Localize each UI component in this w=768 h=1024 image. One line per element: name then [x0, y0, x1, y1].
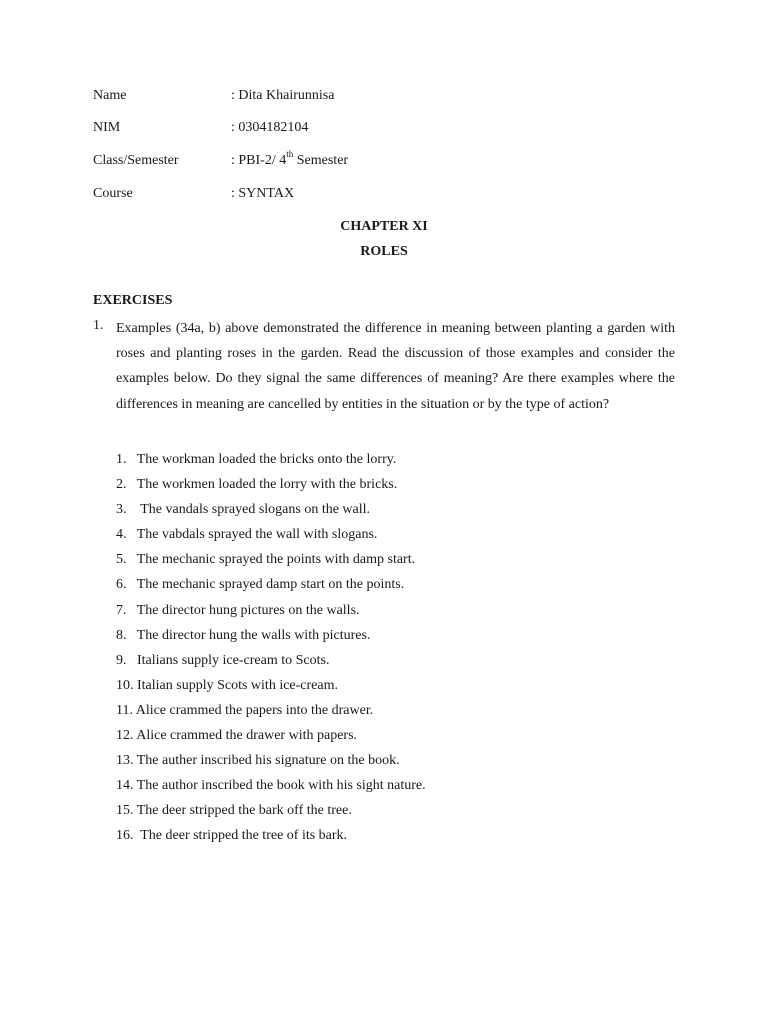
nim-label: NIM [93, 120, 121, 135]
example-item: 3. The vandals sprayed slogans on the wall. [116, 502, 371, 518]
example-item: 13. The auther inscribed his signature on the book. [116, 753, 400, 769]
class-value [231, 151, 348, 171]
example-item: 11. Alice crammed the papers into the drawer. [116, 702, 374, 718]
exercises-title: EXERCISES [93, 293, 173, 308]
class-label: Class/Semester [93, 153, 179, 168]
example-item: 9. Italians supply ice-cream to Scots. [116, 652, 330, 668]
question-number: 1. [93, 318, 104, 333]
example-item: 8. The director hung the walls with pictures. [116, 627, 371, 643]
example-item: 15. The deer stripped the bark off the tree. [116, 803, 352, 819]
example-item: 14. The author inscribed the book with his sight nature. [116, 778, 426, 794]
course-label: Course [93, 186, 133, 201]
example-item: 16. The deer stripped the tree of its bark. [116, 828, 348, 844]
example-item: 1. The workman loaded the bricks onto the lorry. [116, 452, 397, 467]
example-item: 10. Italian supply Scots with ice-cream. [116, 677, 338, 693]
example-item: 2. The workmen loaded the lorry with the bricks. [116, 477, 398, 493]
class-value-prefix: : PBI-2/ 4 [231, 153, 287, 168]
roles-heading [0, 242, 768, 262]
class-value-suffix: Semester [293, 153, 349, 168]
course-value: : SYNTAX [231, 186, 295, 201]
example-item: 5. The mechanic sprayed the points with damp start. [116, 552, 416, 568]
name-label: Name [93, 88, 127, 103]
chapter-subtitle: ROLES [360, 244, 408, 259]
nim-value: : 0304182104 [231, 120, 309, 135]
class-value-superscript: th [286, 149, 294, 160]
chapter-title: CHAPTER XI [340, 219, 428, 234]
examples-list [116, 450, 676, 852]
example-item: 4. The vabdals sprayed the wall with slogans. [116, 527, 378, 543]
name-value: : Dita Khairunnisa [231, 88, 335, 103]
example-item: 7. The director hung pictures on the walls. [116, 602, 360, 618]
question-text: Examples (34a, b) above demonstrated the difference in meaning between planting a garden with roses and planting roses in the garden. Read the discussion of those examples and consider the examples below. Do they signal the same differences of meaning? Are there examples where the differences in meaning are cancelled by entities in the situation or by the type of action? [116, 321, 675, 412]
example-item: 12. Alice crammed the drawer with papers. [116, 728, 358, 744]
chapter-heading [0, 217, 768, 237]
example-item: 6. The mechanic sprayed damp start on the points. [116, 577, 405, 593]
